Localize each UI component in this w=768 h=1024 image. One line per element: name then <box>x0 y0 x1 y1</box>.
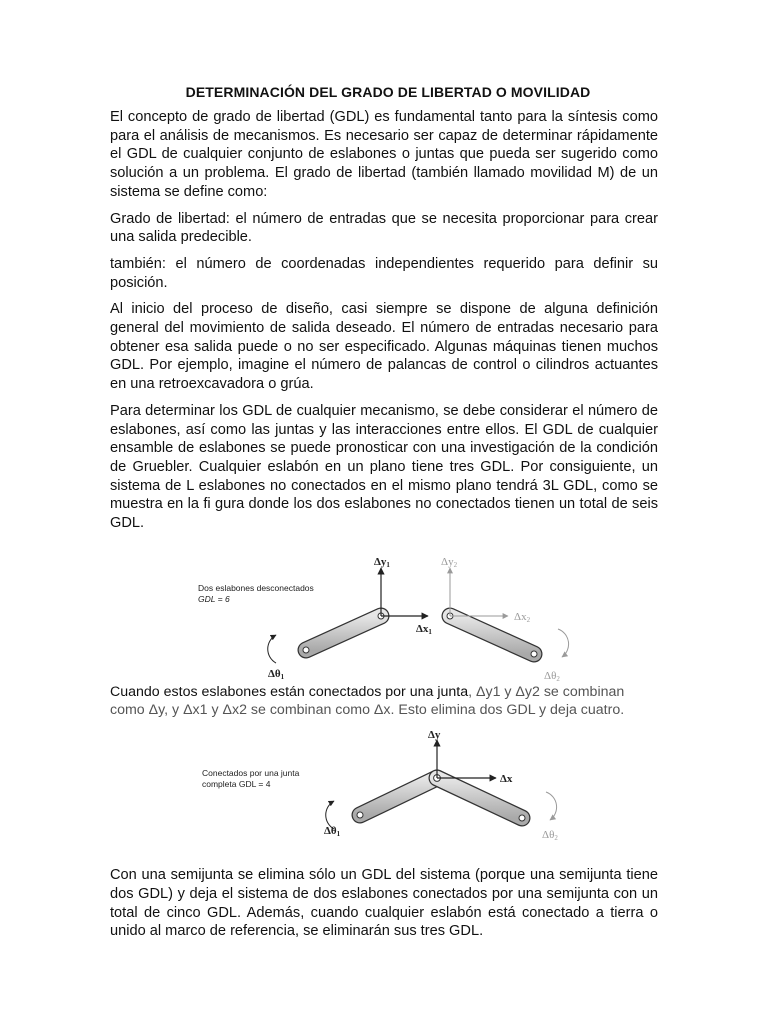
rotation-arrow-theta2 <box>546 792 557 820</box>
paragraph-dof-definition: Grado de libertad: el número de entradas que se necesita proporcionar para crear una salida predecible. <box>110 210 658 246</box>
figure-disconnected-links-drawing <box>110 547 658 683</box>
paragraph-coordinates-definition: también: el número de coordenadas independientes requerido para definir su posición. <box>110 255 658 291</box>
link-1 <box>303 613 384 653</box>
label-delta-y: Δy <box>428 729 441 742</box>
figure-connected-links-drawing <box>110 728 658 848</box>
rotation-arrow-theta2 <box>558 629 569 657</box>
figure1-caption-line1: Dos eslabones desconectados <box>198 582 314 593</box>
figure-disconnected-links <box>110 547 658 683</box>
paragraph-design-process: Al inicio del proceso de diseño, casi siempre se dispone de alguna definición general del movimiento de salida deseado. El número de entradas necesario para obtener esa salida puede o no ser especificado. Algunas máquinas tienen muchos GDL. Por ejemplo, imagine el número de palancas de control o cilindros actuantes en una retroexcavadora o grúa. <box>110 301 658 393</box>
label-delta-y2: Δy2 <box>441 555 458 569</box>
figure-connected-links <box>110 728 658 848</box>
figure1-caption-line2: GDL = 6 <box>198 593 230 604</box>
label-delta-theta1: Δθ1 <box>324 825 341 839</box>
label-delta-theta2: Δθ2 <box>544 669 560 683</box>
rotation-arrow-theta1 <box>268 635 276 663</box>
joint-connection-lead: Cuando estos eslabones están conectados por una junta <box>110 683 469 700</box>
connected-link-1 <box>357 778 437 818</box>
joint-connection-rest: , Δy1 y Δy2 se combinan como Δy, y Δx1 y Δx2 se combinan como Δx. Esto elimina dos GDL y deja cuatro. <box>110 683 625 719</box>
figure2-caption-line1: Conectados por una junta <box>202 768 300 779</box>
label-delta-theta2: Δθ2 <box>542 829 558 843</box>
paragraph-half-joint: Con una semijunta se elimina sólo un GDL del sistema (porque una semijunta tiene dos GDL) y deja el sistema de dos eslabones conectados por una semijunta con un total de cinco GDL. Además, cuando cualquier eslabón está conectado a tierra o unido al marco de referencia, se eliminarán sus tres GDL. <box>110 867 658 940</box>
label-delta-x: Δx <box>500 773 513 786</box>
document-title: DETERMINACIÓN DEL GRADO DE LIBERTAD O MOVILIDAD <box>185 84 591 100</box>
paragraph-definition-intro: El concepto de grado de libertad (GDL) es fundamental tanto para la síntesis como para el análisis de mecanismos. Es necesario ser capaz de determinar rápidamente el GDL de cualquier conjunto de eslabones o juntas que pueda ser sugerido como solución a un problema. El grado de libertad (también llamado movilidad M) de un sistema se define como: <box>110 109 658 200</box>
label-delta-theta1: Δθ1 <box>268 667 285 681</box>
label-delta-x1: Δx1 <box>416 622 432 636</box>
document-page <box>110 84 658 949</box>
label-delta-x2: Δx2 <box>514 610 531 624</box>
paragraph-gruebler: Para determinar los GDL de cualquier mecanismo, se debe considerar el número de eslabones, así como las juntas y las interacciones entre ellos. El GDL de cualquier ensamble de eslabones se puede pronosticar con una investigación de la condición de Gruebler. Cualquier eslabón en un plano tiene tres GDL. Por consiguiente, un sistema de L eslabones no conectados en el mismo plano tendrá 3L GDL, como se muestra en la fi gura donde los dos eslabones no conectados tienen un total de seis GDL. <box>110 402 658 532</box>
paragraph-joint-connection <box>110 683 658 720</box>
figure2-caption-line2: completa GDL = 4 <box>202 779 271 790</box>
label-delta-y1: Δy1 <box>374 555 390 569</box>
